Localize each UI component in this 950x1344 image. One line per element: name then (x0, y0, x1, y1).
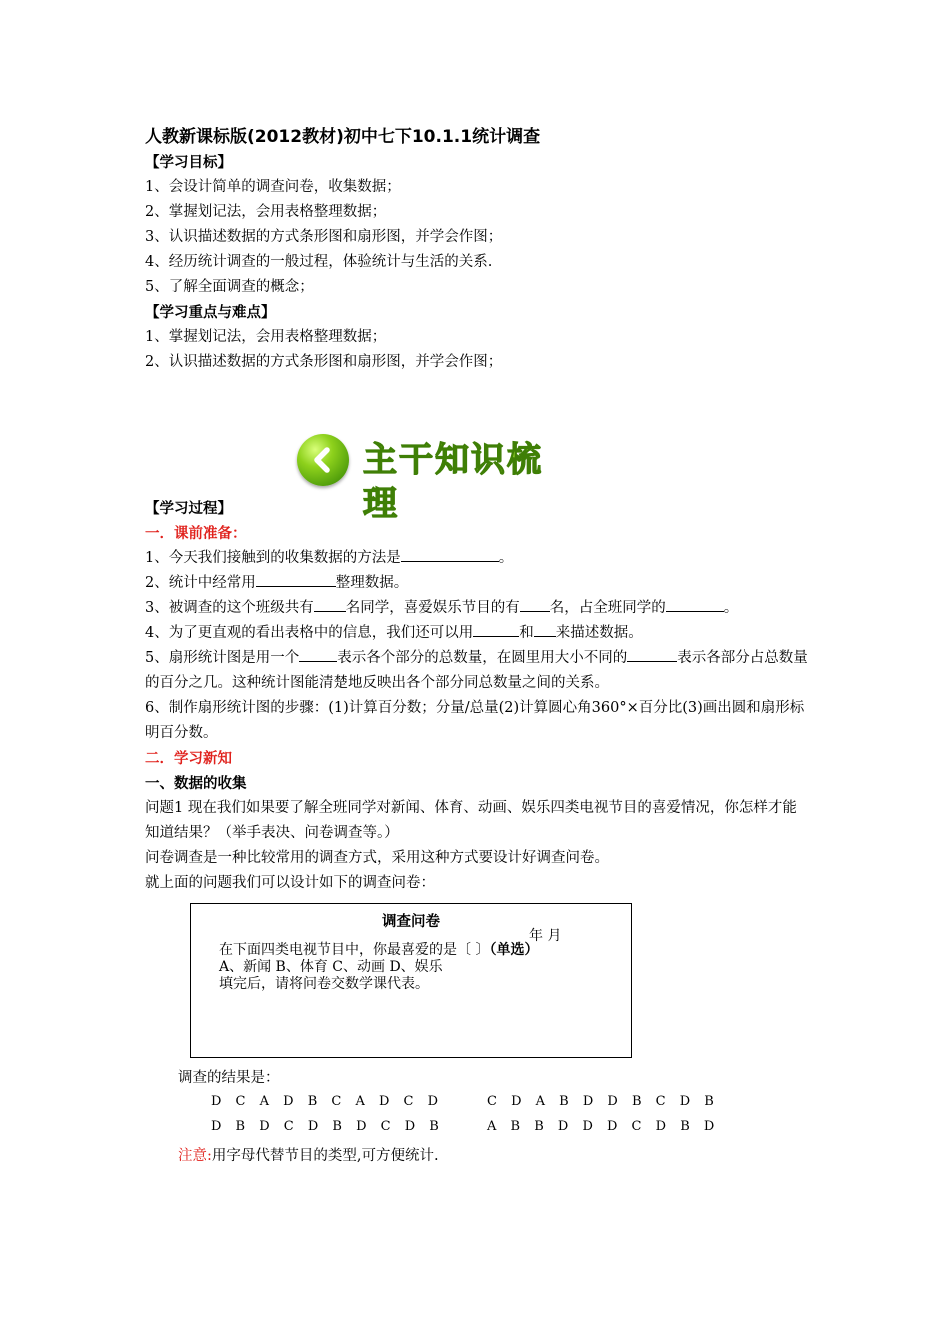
prep-item-1 (145, 546, 810, 571)
sub-heading: 一、数据的收集 (145, 775, 247, 792)
text: 4、为了更直观的看出表格中的信息，我们还可以用 (145, 625, 474, 641)
prep-item-2 (145, 571, 810, 596)
goal-item: 5、了解全面调查的概念； (145, 279, 314, 295)
process-heading: 【学习过程】 (145, 500, 232, 517)
note-text: 用字母代替节目的类型,可方便统计. (211, 1148, 439, 1164)
problem-1: 问题1 现在我们如果要了解全班同学对新闻、体育、动画、娱乐四类电视节目的喜爱情况，你怎样才能知道结果？（举手表决、问卷调查等。） (145, 800, 797, 841)
page-title: 人教新课标版(2012教材)初中七下10.1.1统计调查 (145, 127, 541, 147)
process-section (145, 496, 810, 896)
survey-box (190, 903, 632, 1058)
answer-blank[interactable] (534, 621, 556, 637)
text: 表示各个部分的总数量，在圆里用大小不同的 (337, 650, 628, 666)
answer-blank[interactable] (256, 571, 336, 587)
survey-content (219, 942, 538, 993)
paragraph: 就上面的问题我们可以设计如下的调查问卷： (145, 875, 435, 891)
banner-title: 主干知识梳理 (363, 440, 543, 524)
keypoint-item: 1、掌握划记法，会用表格整理数据； (145, 329, 387, 345)
text: 。 (498, 550, 514, 566)
goals-heading: 【学习目标】 (145, 154, 232, 171)
goal-item: 1、会设计简单的调查问卷，收集数据； (145, 179, 401, 195)
survey-question (219, 942, 538, 959)
answer-blank[interactable] (473, 621, 519, 637)
text: 名同学，喜爱娱乐节目的有 (345, 600, 520, 616)
result-row: D C A D B C A D C D (211, 1094, 444, 1109)
result-row: C D A B D D B C D B (487, 1094, 719, 1109)
text: 2、统计中经常用 (145, 575, 256, 591)
goal-item: 2、掌握划记法，会用表格整理数据； (145, 204, 387, 220)
note-label: 注意: (178, 1148, 212, 1164)
section-banner (297, 432, 577, 524)
answer-blank[interactable] (520, 596, 550, 612)
result-row: A B B D D D C D B D (487, 1119, 720, 1134)
survey-footer: 填完后，请将问卷交数学课代表。 (219, 976, 429, 992)
result-row: D B D C D B D C D B (211, 1119, 444, 1134)
prep-item-4 (145, 621, 810, 646)
paragraph: 问卷调查是一种比较常用的调查方式，采用这种方式要设计好调查问卷。 (145, 850, 609, 866)
answer-blank[interactable] (627, 646, 677, 662)
text: 1、今天我们接触到的收集数据的方法是 (145, 550, 401, 566)
text: 和 (519, 625, 534, 641)
answer-blank[interactable] (666, 596, 724, 612)
goal-item: 4、经历统计调查的一般过程，体验统计与生活的关系. (145, 254, 493, 270)
document-body (145, 124, 810, 375)
prep-heading: 一．课前准备： (145, 525, 247, 542)
keypoints-heading: 【学习重点与难点】 (145, 304, 276, 321)
keypoint-item: 2、认识描述数据的方式条形图和扇形图，并学会作图； (145, 354, 503, 370)
prep-item-5 (145, 646, 810, 696)
text: 。 (723, 600, 739, 616)
results-label: 调查的结果是： (178, 1070, 280, 1086)
text: （单选） (489, 942, 539, 958)
survey-options: A、新闻 B、体育 C、动画 D、娱乐 (219, 959, 443, 975)
prep-item-6: 6、制作扇形统计图的步骤：(1)计算百分数；分量/总量(2)计算圆心角360°×百分比(3)画出圆和扇形标明百分数。 (145, 700, 805, 741)
prep-item-3 (145, 596, 810, 621)
text: 表示各部分占总数量的百分之几。这种统计图能清楚地反映出各个部分同总数量之间的关系。 (145, 650, 808, 691)
answer-blank[interactable] (401, 546, 499, 562)
answer-blank[interactable] (314, 596, 346, 612)
goal-item: 3、认识描述数据的方式条形图和扇形图，并学会作图； (145, 229, 503, 245)
text: 在下面四类电视节目中，你最喜爱的是〔 〕 (219, 942, 490, 958)
answer-blank[interactable] (299, 646, 337, 662)
chevron-left-icon (297, 434, 349, 486)
text: 5、扇形统计图是用一个 (145, 650, 300, 666)
note (178, 1144, 439, 1165)
text: 来描述数据。 (555, 625, 643, 641)
text: 整理数据。 (335, 575, 409, 591)
text: 名，占全班同学的 (549, 600, 666, 616)
new-heading: 二．学习新知 (145, 750, 232, 767)
survey-date: 年 月 (529, 928, 562, 944)
survey-title: 调查问卷 (382, 914, 440, 930)
text: 3、被调查的这个班级共有 (145, 600, 314, 616)
